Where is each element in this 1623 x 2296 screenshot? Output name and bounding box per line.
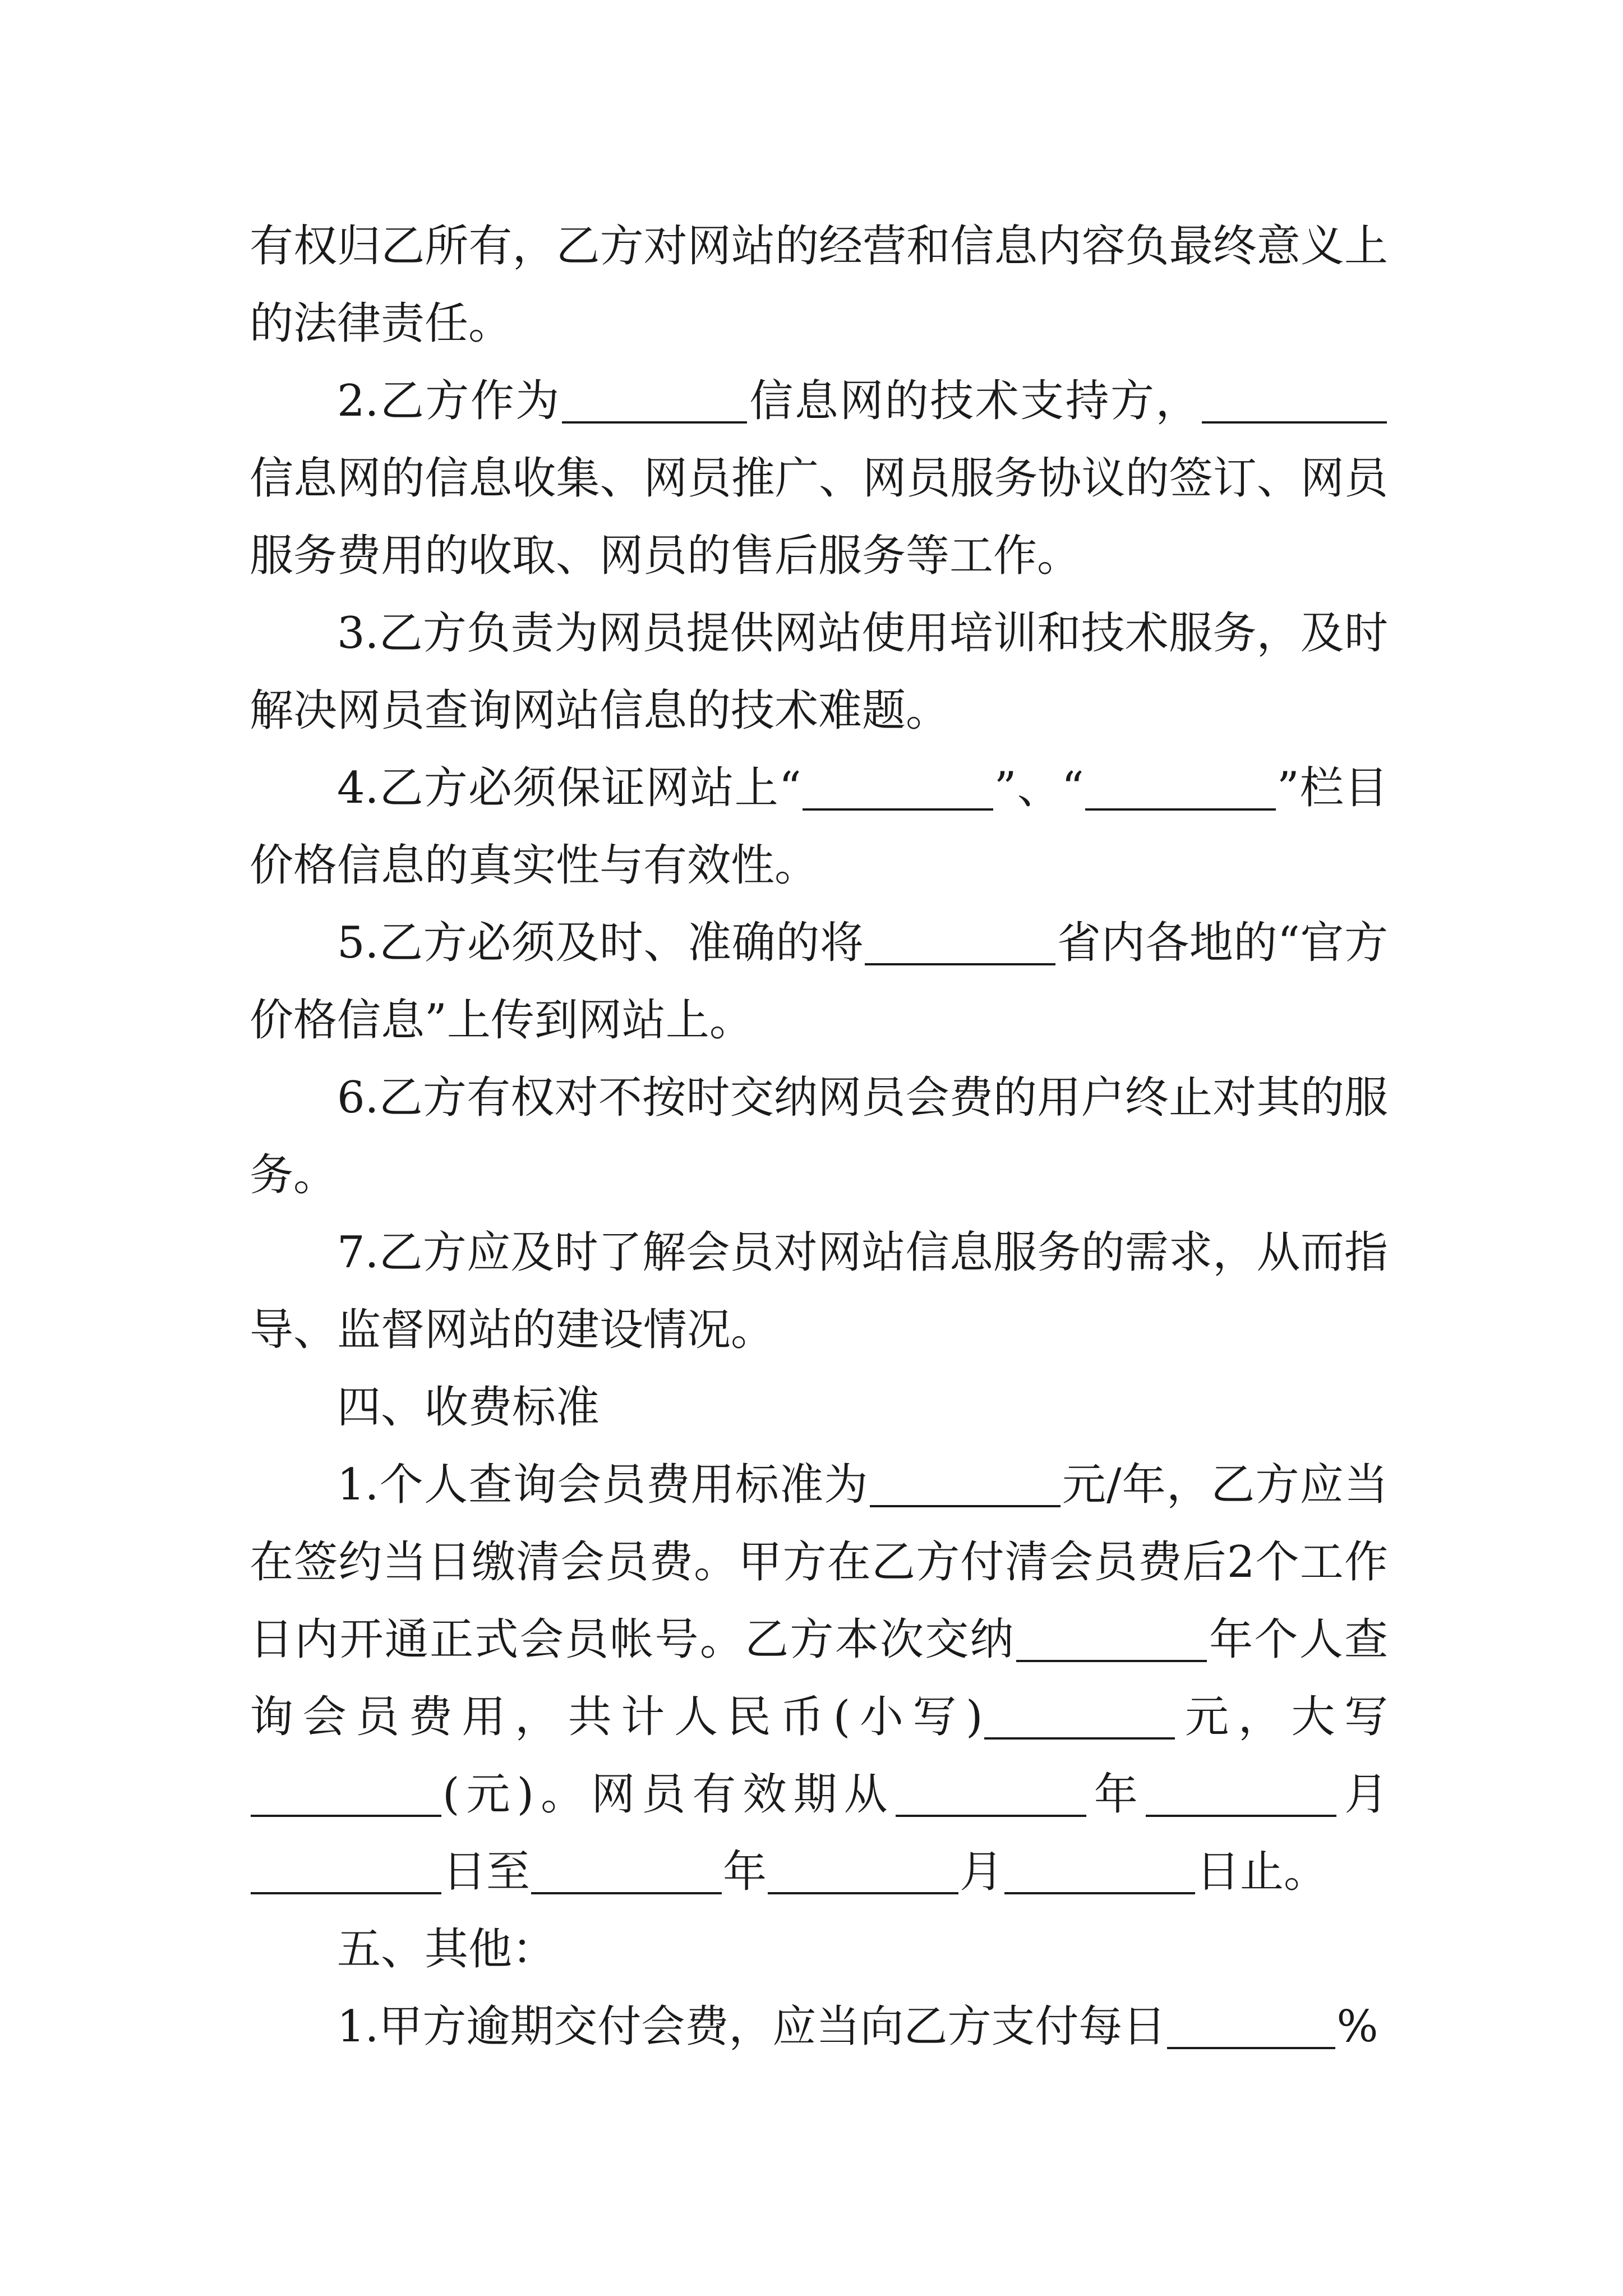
paragraph-text: 1.个人查询会员费用标准为 [337, 1460, 869, 1510]
document-body [250, 208, 1388, 2065]
paragraph-p9 [250, 1911, 1388, 1988]
paragraph-text: 元/年，乙方应当在签约当日缴清会员费。甲方在乙方付清会员费后2个工作日内开通正式会员帐号。乙方本次交纳 [250, 1460, 1389, 1665]
fill-in-blank [865, 922, 1055, 965]
paragraph-text: 月 [1337, 1769, 1388, 1820]
fill-in-blank [531, 1851, 722, 1894]
paragraph-text: 年 [723, 1847, 767, 1897]
paragraph-p6 [250, 1214, 1388, 1369]
paragraph-p0 [250, 208, 1388, 362]
paragraph-p7 [250, 1369, 1388, 1446]
paragraph-text: 5.乙方必须及时、准确的将 [337, 918, 864, 968]
paragraph-text: 四、收费标准 [337, 1382, 600, 1433]
paragraph-text: 信息网的信息收集、网员推广、网员服务协议的签订、网员服务费用的收取、网员的售后服务等工作。 [250, 453, 1388, 581]
paragraph-text: 日至 [442, 1847, 531, 1897]
paragraph-p3 [250, 749, 1388, 904]
paragraph-text: ”栏目价格信息的真实性与有效性。 [250, 763, 1388, 891]
paragraph-text: 元，大写 [1175, 1692, 1388, 1742]
fill-in-blank [1202, 380, 1387, 424]
fill-in-blank [1085, 767, 1276, 811]
paragraph-text: % [1336, 2001, 1378, 2052]
paragraph-p10 [250, 1988, 1388, 2065]
fill-in-blank [251, 1773, 441, 1817]
paragraph-p4 [250, 904, 1388, 1059]
paragraph-text: 五、其他： [337, 1924, 556, 1975]
paragraph-text: 2.乙方作为 [337, 376, 561, 426]
paragraph-p5 [250, 1059, 1388, 1214]
paragraph-p1 [250, 362, 1388, 595]
fill-in-blank [984, 1696, 1175, 1740]
fill-in-blank [1016, 1618, 1207, 1662]
paragraph-text: 年 [1087, 1769, 1145, 1820]
paragraph-text: 日止。 [1196, 1847, 1328, 1897]
paragraph-p2 [250, 595, 1388, 749]
fill-in-blank [1167, 2005, 1335, 2049]
paragraph-text: 省内各地的“官方价格信息”上传到网站上。 [250, 918, 1388, 1046]
fill-in-blank [803, 767, 993, 811]
paragraph-text: 6.乙方有权对不按时交纳网员会费的用户终止对其的服务。 [250, 1073, 1388, 1200]
paragraph-p8 [250, 1446, 1388, 1911]
fill-in-blank [870, 1464, 1061, 1507]
fill-in-blank [251, 1851, 441, 1894]
fill-in-blank [1004, 1851, 1195, 1894]
fill-in-blank [562, 380, 747, 424]
paragraph-text: 年个人查询会员费用，共计人民币(小写) [250, 1614, 1388, 1742]
paragraph-text: 1.甲方逾期交付会费，应当向乙方支付每日 [337, 2001, 1166, 2052]
paragraph-text: 4.乙方必须保证网站上“ [337, 763, 801, 813]
paragraph-text: 7.乙方应及时了解会员对网站信息服务的需求，从而指导、监督网站的建设情况。 [250, 1227, 1388, 1355]
paragraph-text: 3.乙方负责为网员提供网站使用培训和技术服务，及时解决网员查询网站信息的技术难题。 [250, 608, 1388, 736]
paragraph-text: ”、“ [994, 763, 1084, 813]
paragraph-text: (元)。网员有效期从 [442, 1769, 895, 1820]
paragraph-text: 月 [960, 1847, 1004, 1897]
paragraph-text: 有权归乙所有，乙方对网站的经营和信息内容负最终意义上的法律责任。 [250, 221, 1388, 349]
paragraph-text: 信息网的技术支持方， [748, 376, 1201, 426]
fill-in-blank [1146, 1773, 1336, 1817]
fill-in-blank [896, 1773, 1086, 1817]
fill-in-blank [768, 1851, 958, 1894]
